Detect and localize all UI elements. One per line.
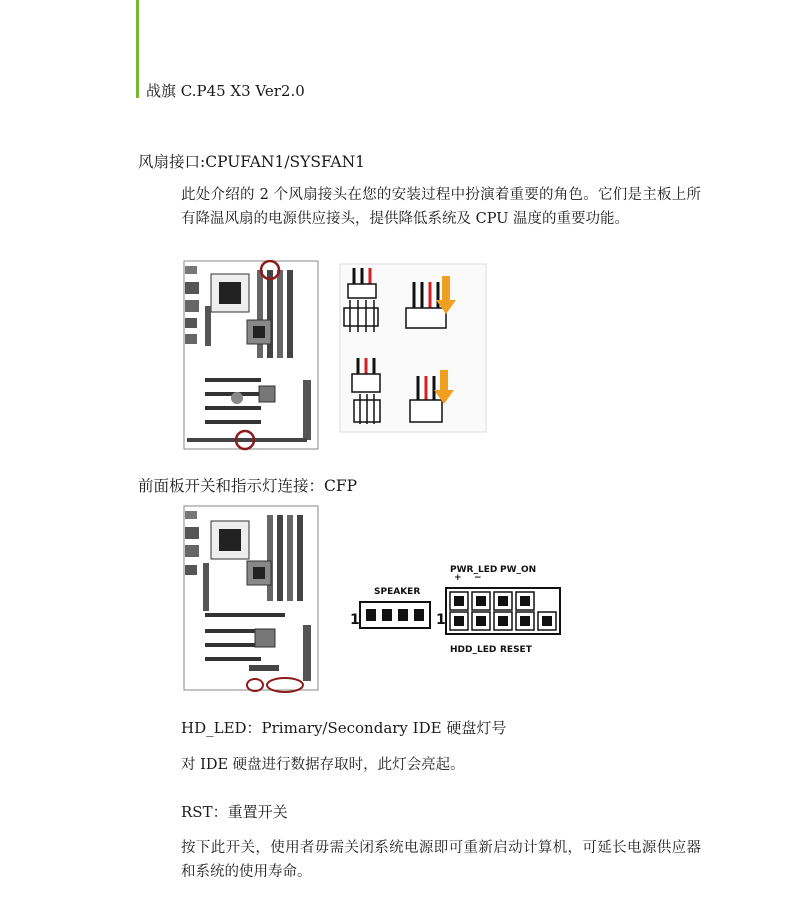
pwr-led-label: PWR_LED bbox=[450, 565, 498, 575]
page-header-title: 战旗 C.P45 X3 Ver2.0 bbox=[146, 82, 305, 100]
speaker-label: SPEAKER bbox=[374, 587, 421, 597]
hd-led-description: 对 IDE 硬盘进行数据存取时，此灯会亮起。 bbox=[181, 757, 465, 773]
fan-section-paragraph: 此处介绍的 2 个风扇接头在您的安装过程中扮演着重要的角色。它们是主板上所有降温风扇的电源供应接头，提供降低系统及 CPU 温度的重要功能。 bbox=[181, 187, 701, 227]
hdd-led-label: HDD_LED bbox=[450, 645, 497, 655]
cfp-connector-diagram bbox=[350, 560, 570, 660]
pw-on-label: PW_ON bbox=[500, 565, 537, 575]
minus-sign: − bbox=[474, 573, 482, 583]
rst-description: 按下此开关，使用者毋需关闭系统电源即可重新启动计算机，可延长电源供应器和系统的使用寿命。 bbox=[181, 840, 701, 880]
rst-title: RST：重置开关 bbox=[181, 803, 288, 821]
plus-sign: + bbox=[454, 573, 462, 583]
motherboard-diagram-fan bbox=[183, 260, 321, 452]
speaker-pin1-label: 1 bbox=[350, 612, 360, 628]
hd-led-title: HD_LED：Primary/Secondary IDE 硬盘灯号 bbox=[181, 719, 507, 737]
fan-section-heading: 风扇接口:CPUFAN1/SYSFAN1 bbox=[138, 153, 366, 171]
cfp-section-heading: 前面板开关和指示灯连接：CFP bbox=[138, 477, 358, 495]
motherboard-diagram-cfp bbox=[183, 505, 321, 693]
cfp-pin1-label: 1 bbox=[436, 612, 446, 628]
accent-bar bbox=[136, 0, 139, 98]
reset-label: RESET bbox=[500, 645, 532, 655]
fan-connector-diagrams bbox=[338, 262, 488, 434]
